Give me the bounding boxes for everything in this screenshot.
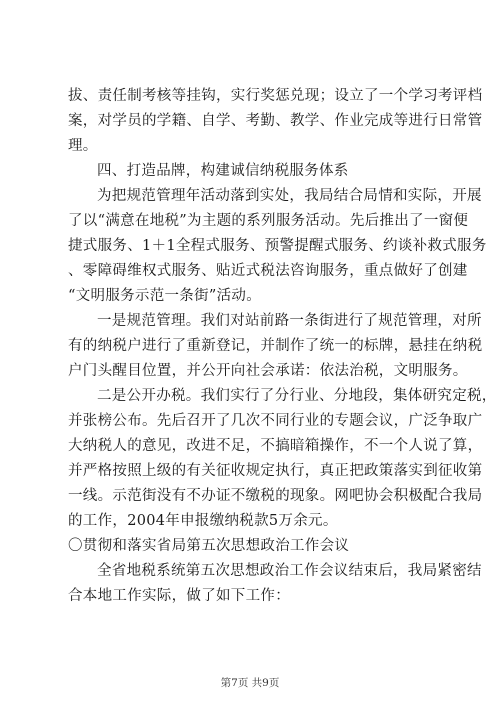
page-number-footer: 第7页 共9页	[220, 677, 280, 689]
text-line: 的工作，2004年申报缴纳税款5万余元。	[68, 513, 338, 529]
text-line: 拔、责任制考核等挂钩，实行奖惩兑现；设立了一个学习考评档	[68, 88, 483, 104]
text-line: 户门头醒目位置，并公开向社会承诺：依法治税，文明服务。	[68, 363, 468, 379]
text-line: 大纳税人的意见，改进不足，不搞暗箱操作，不一个人说了算，	[68, 438, 483, 454]
text-line: 理。	[68, 138, 98, 154]
text-line: 一线。示范街没有不办证不缴税的现象。网吧协会积极配合我局	[68, 488, 483, 504]
paragraph-continued	[68, 84, 483, 159]
paragraph-conference-followup	[68, 559, 482, 609]
sub-heading: 〇贯彻和落实省局第五次思想政治工作会议	[68, 538, 350, 554]
paragraph-standardized-management	[68, 309, 483, 384]
paragraph-service-activities	[68, 184, 487, 309]
paragraph-open-tax-handling	[68, 384, 497, 534]
text-line: 了以“满意在地税”为主题的系列服务活动。先后推出了一窗便	[68, 213, 469, 229]
text-line: 为把规范管理年活动落到实处，我局结合局情和实际，开展	[97, 188, 482, 204]
text-line: 二是公开办税。我们实行了分行业、分地段，集体研究定税，	[97, 388, 497, 404]
section-heading: 四、打造品牌，构建诚信纳税服务体系	[97, 163, 349, 179]
text-line: 案，对学员的学籍、自学、考勤、教学、作业完成等进行日常管	[68, 113, 483, 129]
text-line: 、零障碍维权式服务、贴近式税法咨询服务，重点做好了创建	[68, 263, 468, 279]
document-body	[68, 84, 497, 609]
text-line: 合本地工作实际，做了如下工作：	[68, 588, 290, 604]
text-line: 全省地税系统第五次思想政治工作会议结束后，我局紧密结	[97, 563, 482, 579]
text-line: 并张榜公布。先后召开了几次不同行业的专题会议，广泛争取广	[68, 413, 483, 429]
text-line: 捷式服务、1＋1全程式服务、预警提醒式服务、约谈补救式服务	[68, 238, 487, 254]
text-line: 一是规范管理。我们对站前路一条街进行了规范管理，对所	[97, 313, 482, 329]
text-line: “文明服务示范一条街”活动。	[68, 288, 262, 304]
text-line: 有的纳税户进行了重新登记，并制作了统一的标牌，悬挂在纳税	[68, 338, 483, 354]
text-line: 并严格按照上级的有关征收规定执行，真正把政策落实到征收第	[68, 463, 483, 479]
